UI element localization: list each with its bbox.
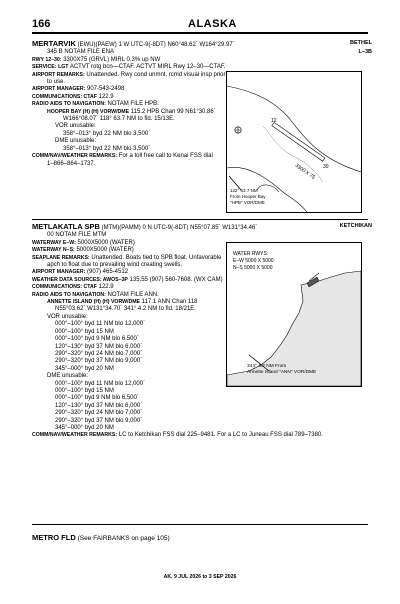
comm-nav-weather-text: LC to Ketchikan FSS dial 225–9481. For a LC to Juneau FSS dial 789–7380.	[118, 432, 323, 439]
comm-nav-weather-text: For a toll free call to Kenai FSS dial	[118, 153, 213, 160]
runway-text: 3300X75 (GRVL) MIRL 0.3% up NW	[63, 56, 161, 63]
water-rwys-ns: N–S 5000 X 5000	[233, 265, 273, 271]
comm-nav-weather-label: COMM/NAV/WEATHER REMARKS:	[32, 432, 118, 439]
metlakatla-diagram-svg	[227, 243, 361, 386]
page-number: 166	[32, 18, 51, 30]
shoreline	[227, 86, 361, 172]
region-label: BETHEL	[350, 40, 372, 46]
comm-label: COMMUNICATIONS: CTAF	[32, 93, 97, 100]
water-rwys-title: WATER RWYS:	[233, 251, 269, 257]
hooper-label: HOOPER BAY (H) (H) VORW/DME	[47, 108, 130, 115]
runway-12-30	[272, 122, 325, 161]
manager-label: AIRPORT MANAGER:	[32, 86, 86, 93]
navaid-text: NOTAM FILE ANN.	[107, 291, 159, 298]
service-text: ACTVT rotg bcn—CTAF. ACTVT MIRL Rwy 12–30—CTAF.	[69, 64, 226, 71]
metro-reference[interactable]: (See FAIRBANKS on page 105)	[77, 535, 170, 542]
vor-unusable-label: VOR unusable:	[55, 123, 96, 130]
metlakatla-airport-diagram	[226, 242, 362, 387]
airport-name: MERTARVIK	[32, 39, 76, 48]
dme-unusable-item: 290°–320° byd 24 NM blo 7,000´	[55, 410, 143, 417]
comm-nav-weather-label: COMM/NAV/WEATHER REMARKS:	[32, 153, 118, 160]
bearing-from-1: From Hooper Bay	[230, 194, 266, 199]
airport-id-line: (MTM)(PAMM) 0 N UTC-9(-8DT) N55°07.85´ W131°34.46´	[101, 225, 258, 231]
region-label: KETCHIKAN	[339, 223, 372, 229]
vor-unusable-item: 120°–130° byd 37 NM blo 6,000´	[55, 343, 143, 350]
vor-unusable-item: 358°–013° byd 22 NM blo 3,500´	[63, 130, 151, 137]
waterway-ns-text: 5000X5000 (WATER)	[76, 247, 134, 254]
mertarvik-diagram-svg	[227, 72, 361, 212]
dme-unusable-label: DME unusable:	[55, 138, 97, 145]
remarks-text: Unattended. Rwy cond unmnt. rcmd visual insp prior	[86, 71, 226, 78]
bearing-from-2: "HPB" VOR/DME	[230, 200, 265, 205]
vor-unusable-item: 290°–320° byd 37 NM blo 9,000´	[55, 358, 143, 365]
remarks-label: AIRPORT REMARKS:	[32, 71, 85, 78]
weather-text: 135.55 (907) 560-7608. (WX CAM)	[129, 276, 223, 283]
dme-unusable-item: 000°–100° byd 9 NM blo 6,500´	[55, 395, 139, 402]
runway-label: RWY 12–30:	[32, 56, 62, 63]
airport-id-line: (EWU)(PAEW) 1 W UTC-9(-8DT) N60°48.62´ W164°29.97´	[77, 42, 235, 48]
vor-unusable-item: 000°–100° byd 9 NM blo 6,500´	[55, 336, 139, 343]
dme-unusable-item: 000°–100° byd 15 NM	[55, 387, 114, 394]
lgt-label: LGT	[58, 64, 69, 71]
dme-unusable-item: 290°–320° byd 37 NM blo 9,000´	[55, 417, 143, 424]
vor-unusable-item: 290°–320° byd 24 NM blo 7,000´	[55, 350, 143, 357]
elevation-line: 345 B NOTAM FILE ENA	[47, 49, 114, 56]
hooper-text-2: W166°08.07´ 118° 63.7 NM to fld. 15/13E.	[63, 116, 175, 123]
comm-text: 122.9	[98, 93, 114, 100]
dme-unusable-item: 345°–000° byd 20 NM	[55, 424, 114, 431]
vor-unusable-item: 345°–000° byd 20 NM	[55, 365, 114, 372]
remarks-text-cont: to use.	[47, 79, 66, 86]
airport-name: METLAKATLA SPB	[32, 222, 100, 231]
runway-end-30: 30	[323, 164, 329, 170]
section-rule	[32, 219, 368, 220]
page-footer: AK, 9 JUL 2026 to 3 SEP 2026	[163, 574, 237, 580]
manager-text: 907-543-2498	[87, 86, 125, 93]
service-label: SERVICE:	[32, 64, 57, 71]
runway-end-12: 12	[271, 118, 277, 124]
dme-unusable-item: 000°–100° byd 11 NM blo 12,000´	[55, 380, 146, 387]
mertarvik-airport-diagram	[226, 71, 362, 213]
dme-unusable-item: 358°–013° byd 22 NM blo 3,500´	[63, 145, 151, 152]
vor-unusable-item: 000°–100° byd 11 NM blo 12,000´	[55, 321, 146, 328]
runway-dimension-label: 3300 X 75	[293, 162, 316, 181]
bearing-from: Annette Island "ANN" VOR/DME	[247, 370, 317, 375]
seaplane-remarks-text-2: apch to float due to prevailing wind creating swells.	[47, 262, 183, 269]
waterway-ew-text: 5000X5000 (WATER)	[77, 239, 135, 246]
water-rwys-ew: E–W 5000 X 5000	[233, 258, 274, 264]
annette-text-2: N55°03.62´ W131°34.70´ 341° 4.2 NM to fld. 18/21E.	[55, 306, 196, 313]
state-title: ALASKA	[188, 18, 237, 30]
dme-unusable-item: 120°–130° byd 37 NM blo 6,000´	[55, 402, 143, 409]
manager-label: AIRPORT MANAGER:	[32, 269, 86, 276]
bearing-label: 122° 63.7 NM	[230, 188, 258, 193]
annette-label: ANNETTE ISLAND (H) (H) VORW/DME	[47, 299, 140, 306]
header-rule	[32, 32, 368, 34]
airport-name: METRO FLD	[32, 533, 76, 542]
navaid-label: RADIO AIDS TO NAVIGATION:	[32, 291, 106, 298]
vor-unusable-item: 000°–100° byd 15 NM	[55, 328, 114, 335]
comm-label: COMMUNICATIONS: CTAF	[32, 284, 97, 291]
navaid-text: NOTAM FILE HPB.	[107, 101, 159, 108]
section-rule	[32, 524, 368, 525]
comm-nav-weather-text-2: 1–866–864–1737.	[47, 160, 96, 167]
metro-entry	[32, 533, 170, 542]
hooper-text: 115.2 HPB Chan 99 N61°30.86´	[130, 108, 216, 115]
dme-unusable-label: DME unusable:	[47, 373, 89, 380]
manager-text: (907) 465-4512	[87, 269, 129, 276]
seaplane-remarks-text: Unattended. Boats tied to SPB float. Unfavorable	[91, 254, 222, 261]
elevation-line: 00 NOTAM FILE MTM	[47, 232, 107, 239]
navaid-label: RADIO AIDS TO NAVIGATION:	[32, 101, 106, 108]
bearing-label: 344° 4.2 NM From	[247, 364, 287, 369]
annette-text: 117.1 ANN Chan 118	[141, 299, 198, 306]
comm-text: 122.9	[98, 284, 114, 291]
vor-unusable-label: VOR unusable:	[47, 313, 88, 320]
chart-label: L–3B	[358, 49, 372, 56]
seaplane-remarks-label: SEAPLANE REMARKS:	[32, 254, 90, 261]
waterway-ew-label: WATERWAY E–W:	[32, 239, 76, 246]
waterway-ns-label: WATERWAY N–S:	[32, 247, 75, 254]
weather-label: WEATHER DATA SOURCES: AWOS–3P	[32, 276, 128, 283]
